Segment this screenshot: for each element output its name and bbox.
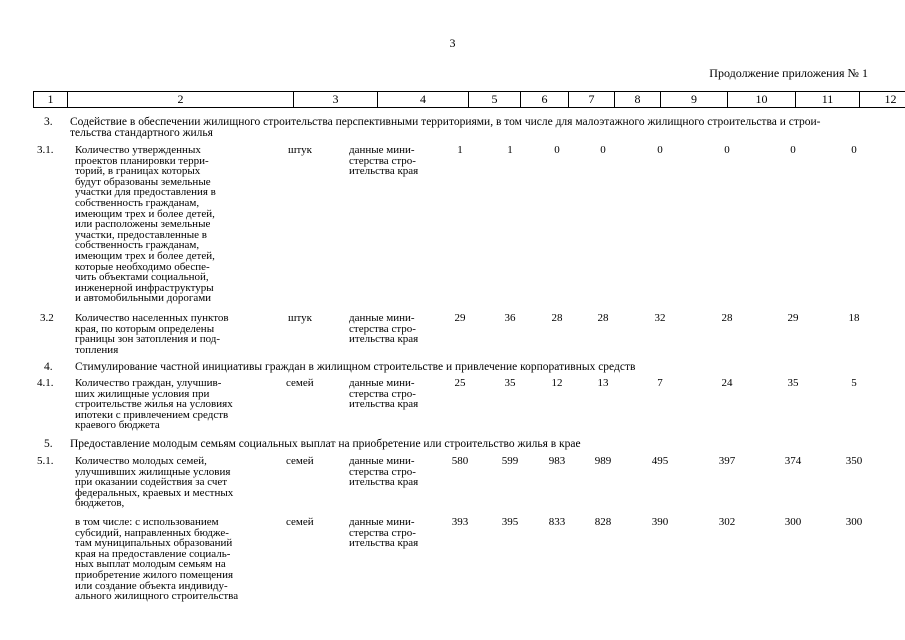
column-number-header: [33, 91, 905, 108]
row-value: 833: [548, 516, 566, 528]
row-value: 28: [721, 312, 733, 324]
row-value: 374: [784, 455, 802, 467]
row-description: Количество утвержденных проектов планировки терри- торий, в границах которых будут образованы земельные участки для предоставления в собственность гражданам, имеющим трех и более детей, или расположены земельные участки, предоставленные в собственность гражданам, имеющим трех и более детей, которые необходимо обеспе- чить объектами социальной, инженерной инфраструктуры и автомобильными дорогами: [75, 144, 216, 305]
row-value: 0: [790, 144, 796, 156]
row-source: данные мини- стерства стро- ительства края: [349, 516, 419, 550]
row-value: 28: [551, 312, 563, 324]
col-num-7: 7: [569, 92, 615, 108]
row-value: 390: [651, 516, 669, 528]
row-value: 0: [600, 144, 606, 156]
row-value: 302: [718, 516, 736, 528]
section-title: Предоставление молодым семьям социальных выплат на приобретение или строительство жилья в крае: [70, 438, 581, 450]
row-value: 29: [787, 312, 799, 324]
col-num-8: 8: [615, 92, 661, 108]
row-source: данные мини- стерства стро- ительства края: [349, 455, 419, 489]
row-description: Количество граждан, улучшив- ших жилищные условия при строительстве жилья на условиях ипотеки с привлечением средств краевого бюджета: [75, 377, 233, 432]
row-number: 4.1.: [37, 377, 54, 389]
row-unit: штук: [288, 144, 312, 156]
row-value: 395: [501, 516, 519, 528]
col-num-3: 3: [294, 92, 378, 108]
section-title: Содействие в обеспечении жилищного строительства перспективными территориями, в том числе для малоэтажного жилищного строительства и строи-: [70, 116, 821, 128]
col-num-4: 4: [378, 92, 469, 108]
row-value: 25: [454, 377, 466, 389]
row-value: 36: [504, 312, 516, 324]
row-description: в том числе: с использованием субсидий, направленных бюдже- там муниципальных образований края на предоставление социаль- ных выплат молодым семьям на приобретение жилого помещения или создание объекта индивиду- ального жилищного строительства: [75, 516, 239, 603]
section-title-continued: тельства стандартного жилья: [70, 127, 213, 139]
row-source: данные мини- стерства стро- ительства края: [349, 144, 419, 178]
row-unit: семей: [286, 455, 314, 467]
section-title: Стимулирование частной инициативы граждан в жилищном строительстве и привлечение корпоративных средств: [75, 361, 636, 373]
row-source: данные мини- стерства стро- ительства края: [349, 312, 419, 346]
row-value: 0: [554, 144, 560, 156]
row-value: 0: [657, 144, 663, 156]
section-number: 5.: [44, 438, 53, 450]
col-num-2: 2: [68, 92, 294, 108]
col-num-6: 6: [521, 92, 569, 108]
row-description: Количество населенных пунктов края, по которым определены границы зон затопления и под- топления: [75, 312, 229, 356]
col-num-10: 10: [728, 92, 796, 108]
row-number: 3.1.: [37, 144, 54, 156]
row-value: 0: [724, 144, 730, 156]
col-num-1: 1: [34, 92, 68, 108]
row-unit: семей: [286, 516, 314, 528]
row-value: 300: [845, 516, 863, 528]
row-value: 580: [451, 455, 469, 467]
row-value: 24: [721, 377, 733, 389]
row-value: 495: [651, 455, 669, 467]
row-value: 1: [457, 144, 463, 156]
row-value: 35: [787, 377, 799, 389]
row-value: 35: [504, 377, 516, 389]
row-unit: штук: [288, 312, 312, 324]
row-number: 5.1.: [37, 455, 54, 467]
row-description: Количество молодых семей, улучшивших жилищные условия при оказании содействия за счет федеральных, краевых и местных бюджетов,: [75, 455, 234, 510]
row-value: 397: [718, 455, 736, 467]
row-value: 0: [851, 144, 857, 156]
row-value: 7: [657, 377, 663, 389]
row-value: 983: [548, 455, 566, 467]
row-value: 12: [551, 377, 563, 389]
row-value: 350: [845, 455, 863, 467]
row-source: данные мини- стерства стро- ительства края: [349, 377, 419, 411]
row-value: 828: [594, 516, 612, 528]
row-number: 3.2: [40, 312, 54, 324]
row-value: 1: [507, 144, 513, 156]
row-value: 32: [654, 312, 666, 324]
row-value: 5: [851, 377, 857, 389]
row-value: 29: [454, 312, 466, 324]
section-number: 3.: [44, 116, 53, 128]
row-value: 13: [597, 377, 609, 389]
col-num-5: 5: [469, 92, 521, 108]
row-value: 18: [848, 312, 860, 324]
row-value: 300: [784, 516, 802, 528]
col-num-11: 11: [796, 92, 860, 108]
row-value: 28: [597, 312, 609, 324]
section-number: 4.: [44, 361, 53, 373]
row-value: 599: [501, 455, 519, 467]
row-value: 989: [594, 455, 612, 467]
page-number: 3: [449, 36, 456, 50]
col-num-12: 12: [860, 92, 905, 108]
row-unit: семей: [286, 377, 314, 389]
continuation-label: Продолжение приложения № 1: [709, 66, 868, 80]
row-value: 393: [451, 516, 469, 528]
col-num-9: 9: [661, 92, 728, 108]
